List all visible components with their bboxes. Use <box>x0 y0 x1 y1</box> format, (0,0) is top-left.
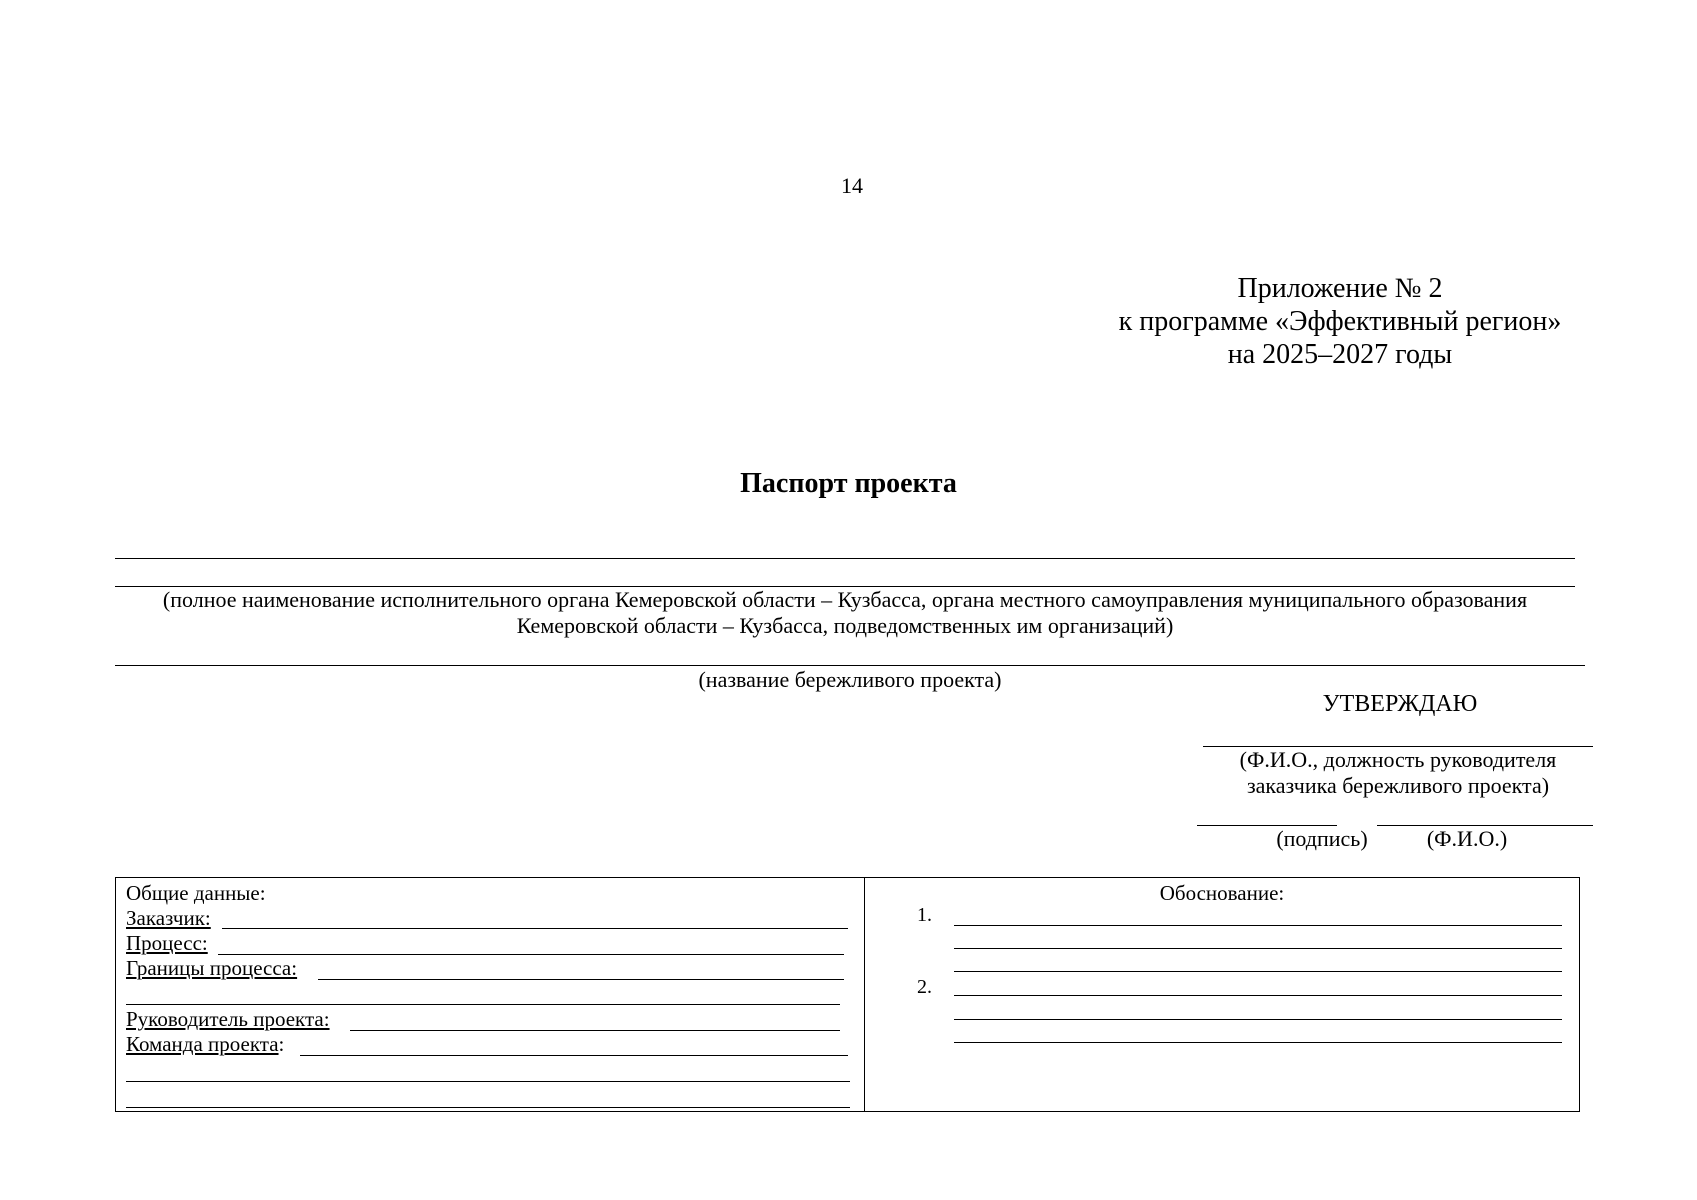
justification-item-2-number: 2. <box>917 976 932 998</box>
justification-item-1-number: 1. <box>917 904 932 926</box>
org-name-line-1[interactable] <box>115 558 1575 559</box>
justification-heading: Обоснование: <box>1159 881 1285 905</box>
project-team-field-2[interactable] <box>126 1081 850 1082</box>
justification-item-1-line-1[interactable] <box>954 925 1562 926</box>
signature-caption: (подпись) <box>1276 826 1368 851</box>
appendix-line-2: к программе «Эффективный регион» <box>1118 306 1562 337</box>
customer-label: Заказчик: <box>126 906 211 930</box>
project-leader-label: Руководитель проекта: <box>126 1007 330 1031</box>
org-caption <box>115 587 1575 639</box>
customer-field[interactable] <box>222 928 848 929</box>
approver-caption-line-1: (Ф.И.О., должность руководителя <box>1239 747 1557 772</box>
appendix-header <box>1100 272 1580 371</box>
approval-heading: УТВЕРЖДАЮ <box>1322 691 1478 717</box>
signature-fio-caption: (Ф.И.О.) <box>1426 826 1508 851</box>
approver-caption <box>1203 747 1593 799</box>
table-column-divider <box>864 877 865 1112</box>
page-number: 14 <box>841 173 863 198</box>
approver-caption-line-2: заказчика бережливого проекта) <box>1246 773 1550 798</box>
justification-item-2-line-1[interactable] <box>954 995 1562 996</box>
justification-item-1-line-2[interactable] <box>954 948 1562 949</box>
document-title: Паспорт проекта <box>740 468 957 499</box>
justification-item-2-line-2[interactable] <box>954 1019 1562 1020</box>
boundaries-field-2[interactable] <box>126 1004 840 1005</box>
justification-item-1-line-3[interactable] <box>954 971 1562 972</box>
org-caption-line-1: (полное наименование исполнительного органа Кемеровской области – Кузбасса, органа местного самоуправления муниципального образования <box>162 587 1528 612</box>
project-team-field[interactable] <box>300 1055 848 1056</box>
project-team-field-3[interactable] <box>126 1107 850 1108</box>
justification-item-2-line-3[interactable] <box>954 1042 1562 1043</box>
general-data-heading: Общие данные: <box>126 881 266 905</box>
process-field[interactable] <box>218 954 844 955</box>
project-name-caption: (название бережливого проекта) <box>698 667 1002 692</box>
boundaries-label: Границы процесса: <box>126 956 298 980</box>
appendix-line-3: на 2025–2027 годы <box>1227 339 1453 370</box>
project-leader-field[interactable] <box>350 1030 840 1031</box>
project-team-label: Команда проекта: <box>126 1032 285 1056</box>
org-caption-line-2: Кемеровской области – Кузбасса, подведомственных им организаций) <box>516 613 1174 638</box>
boundaries-field[interactable] <box>318 979 844 980</box>
process-label: Процесс: <box>126 931 208 955</box>
project-name-line[interactable] <box>115 665 1585 666</box>
appendix-line-1: Приложение № 2 <box>1237 273 1443 304</box>
